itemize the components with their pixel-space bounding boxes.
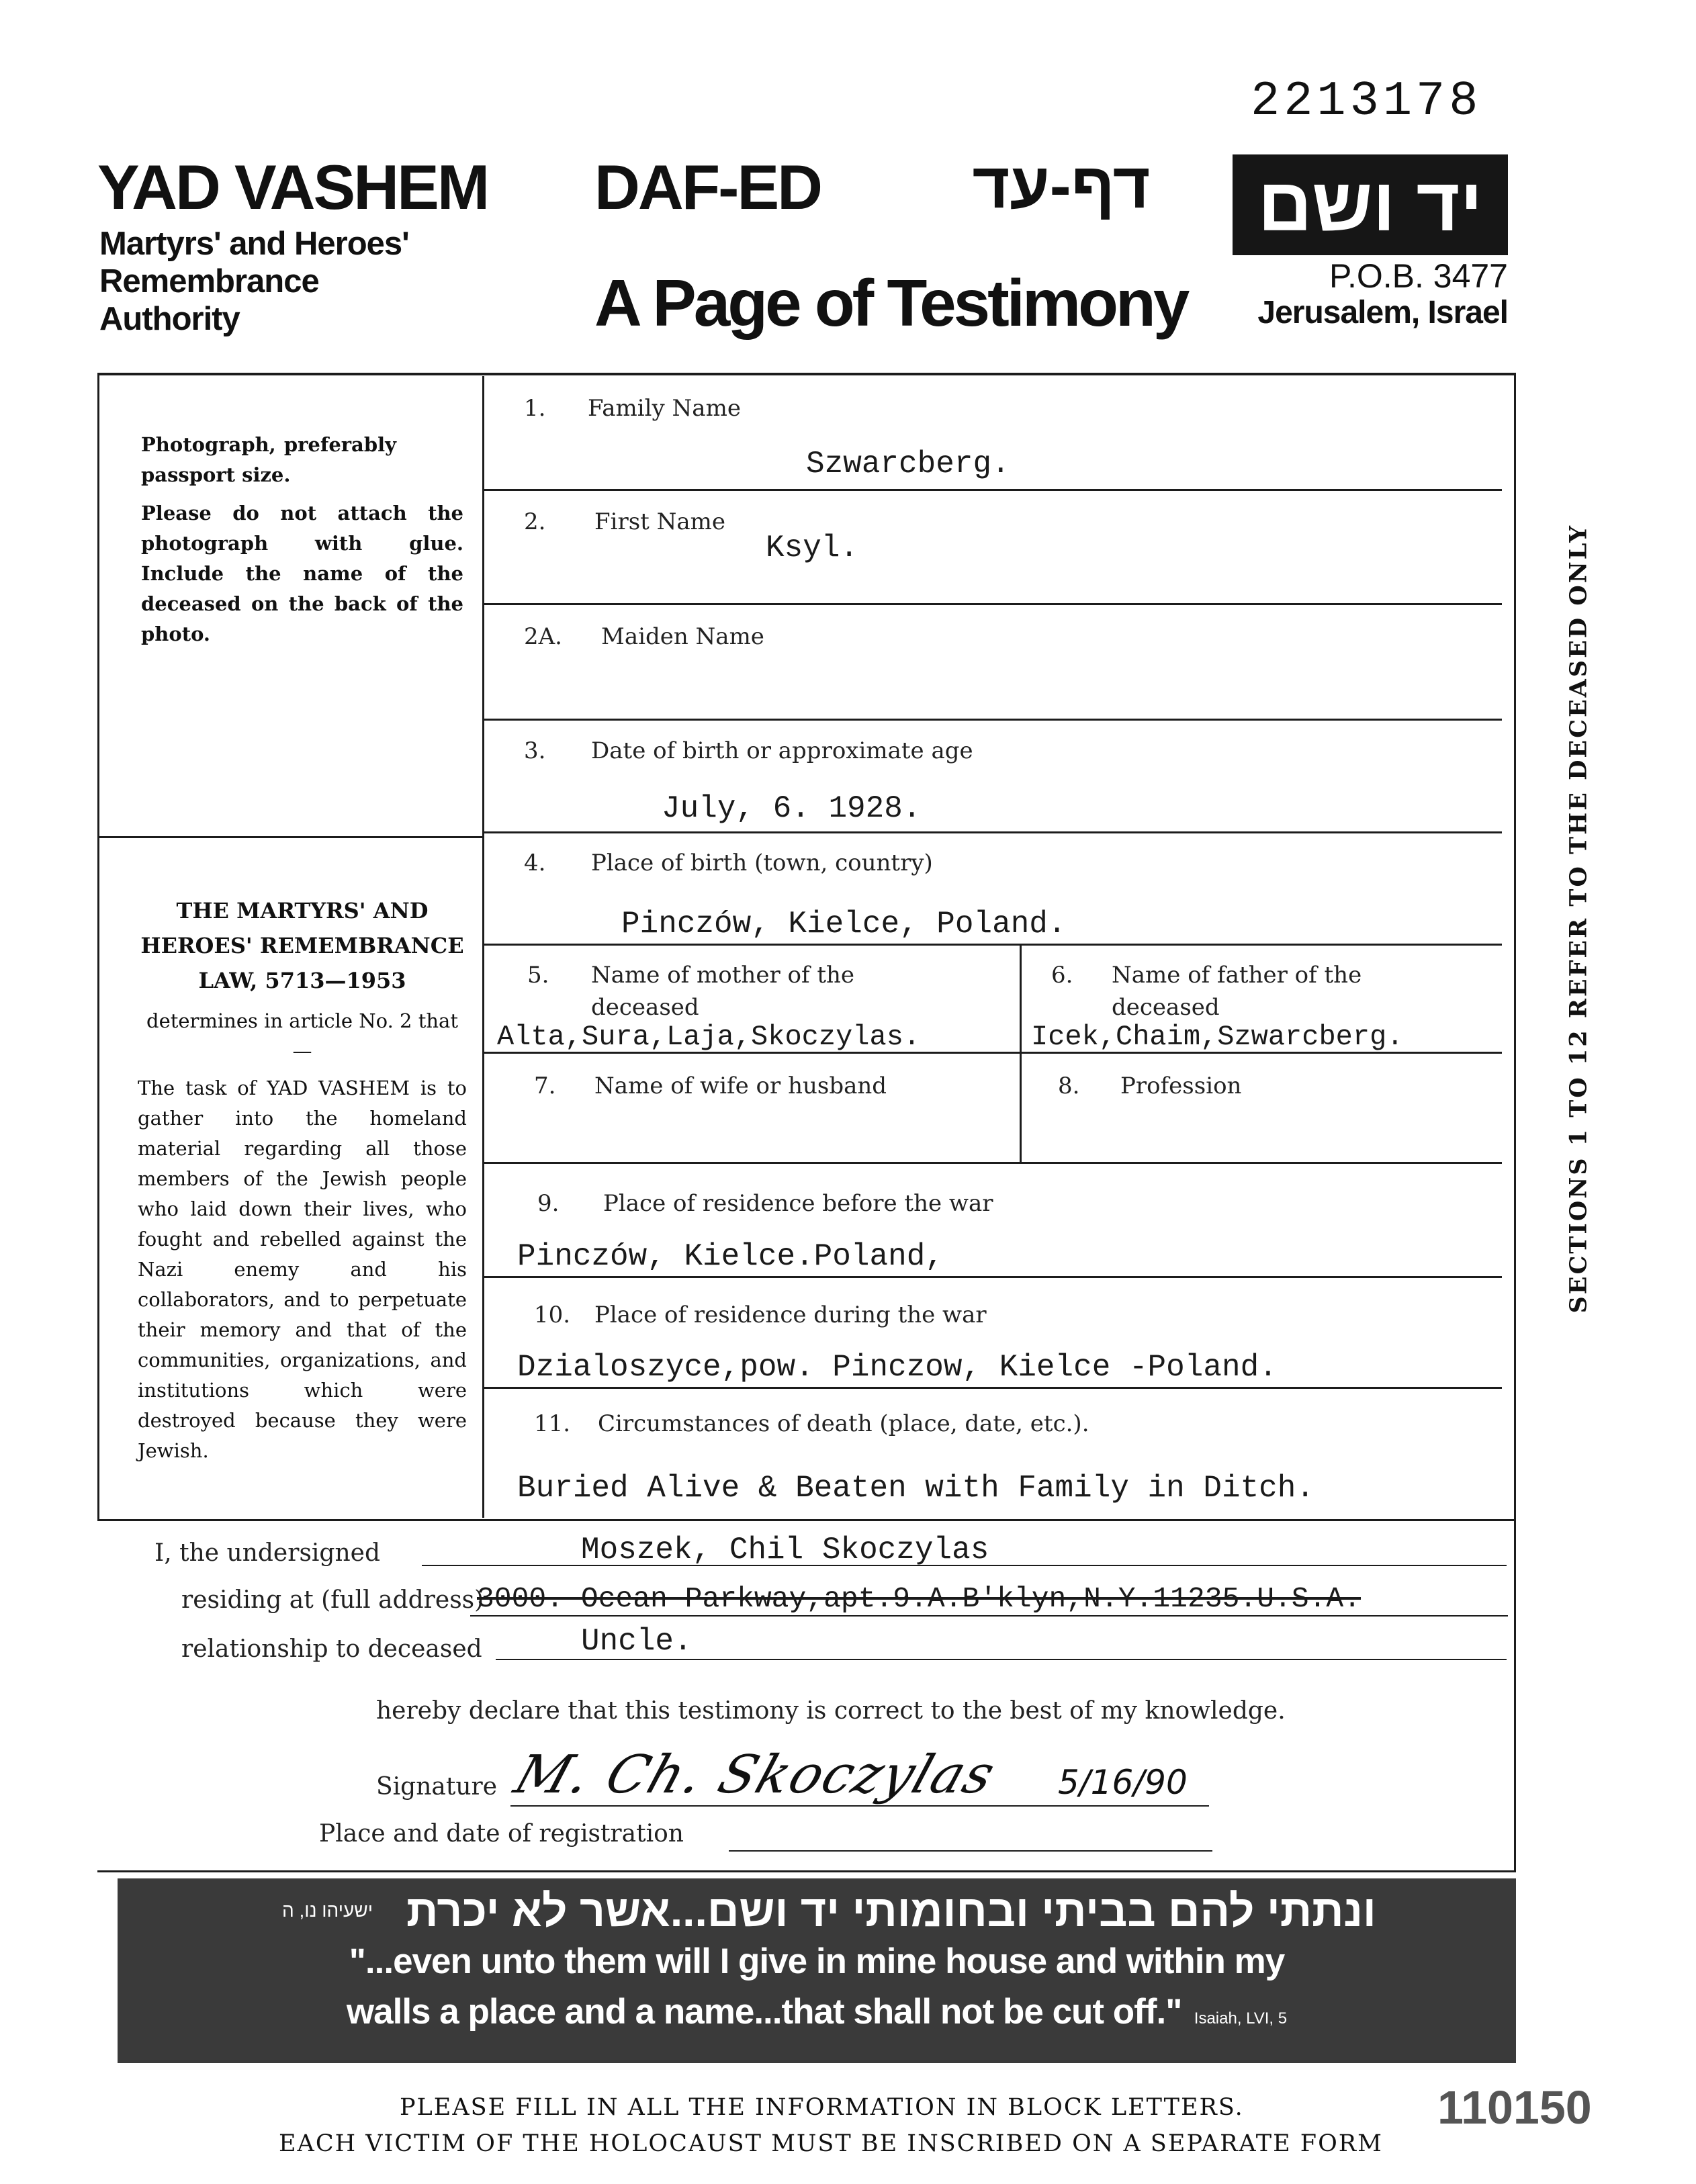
registration-label: Place and date of registration [319,1820,684,1848]
field-6-label-2: deceased [1112,994,1220,1021]
field-4-label: Place of birth (town, country) [591,850,933,876]
date-of-birth-value: July, 6. 1928. [662,791,922,826]
left-column-divider [97,836,484,838]
field-4-num: 4. [524,850,546,876]
photo-box-instructions: Please do not attach the photograph with glue. Include the name of the deceased on the back of the photo. [141,502,463,645]
residence-during-war-value: Dzialoszyce,pow. Pinczow, Kielce -Poland. [517,1350,1278,1385]
frame-top [97,373,1516,375]
field-11-num: 11. [534,1410,571,1437]
field-11-label: Circumstances of death (place, date, etc.). [598,1410,1089,1437]
sections-side-note-text: SECTIONS 1 TO 12 REFER TO THE DECEASED ONLY [1564,523,1593,1314]
org-subtitle-line-2: Remembrance [99,263,319,300]
field-8-label: Profession [1120,1073,1242,1099]
field-8-num: 8. [1058,1073,1080,1099]
rule-3 [482,831,1502,833]
rule-2 [482,603,1502,605]
footer-line-1: PLEASE FILL IN ALL THE INFORMATION IN BLOCK LETTERS. [400,2094,1244,2121]
signature-date: 5/16/90 [1058,1763,1188,1802]
stamp-number: 110150 [1437,2081,1592,2134]
rule-7-8 [482,1162,1502,1164]
rule-10 [482,1387,1502,1389]
rule-9 [482,1276,1502,1278]
photo-box [141,430,463,649]
circumstances-of-death-value: Buried Alive & Beaten with Family in Ditch. [517,1471,1314,1506]
field-5-label-1: Name of mother of the [591,962,855,989]
field-3-num: 3. [524,737,546,764]
relationship-label: relationship to deceased [181,1635,482,1663]
frame-bottom [97,1870,1516,1872]
field-7-label: Name of wife or husband [594,1073,887,1099]
family-name-value: Szwarcberg. [806,447,1010,482]
field-9-num: 9. [537,1190,560,1217]
rule-split [1020,944,1022,1162]
frame-section-divider [97,1519,1516,1521]
place-of-birth-value: Pinczów, Kielce, Poland. [621,907,1067,942]
banner-hebrew-row [118,1885,1516,1940]
mother-name-value: Alta,Sura,Laja,Skoczylas. [497,1021,921,1053]
banner-hebrew: ונתתי להם בביתי ובחומותי יד ושם...אשר לא יכרת [406,1886,1376,1936]
field-2a-num: 2A. [524,623,562,650]
hebrew-logo: יד ושם [1257,163,1483,246]
frame-middle [482,376,484,1518]
law-box [138,893,467,1466]
law-body: The task of YAD VASHEM is to gather into the homeland material regarding all those members of the Jewish people who laid down their lives, who fought and rebelled against the Nazi enemy and his collaborators, and to perpetuate their memory and that of the communities, organizations, and institutions which were destroyed because they were Jewish. [138,1077,467,1462]
org-name: YAD VASHEM [97,152,488,222]
law-heading: THE MARTYRS' AND HEROES' REMEMBRANCE LAW, 5713—1953 [140,898,464,993]
record-number: 2213178 [1251,74,1482,129]
daf-ed-title: DAF-ED [594,152,821,222]
pob: P.O.B. 3477 [1329,257,1508,295]
residing-line [470,1615,1508,1617]
field-9-label: Place of residence before the war [603,1190,993,1217]
rule-1 [482,489,1502,491]
relationship-line [496,1659,1507,1660]
rule-2a [482,719,1502,721]
banner-line-2: walls a place and a name...that shall not be cut off." [346,1992,1182,2032]
frame-left [97,373,99,1520]
relationship-value: Uncle. [581,1624,693,1659]
field-7-num: 7. [534,1073,556,1099]
field-3-label: Date of birth or approximate age [591,737,973,764]
field-10-num: 10. [534,1302,571,1328]
registration-line [729,1850,1212,1852]
page-title: A Page of Testimony [594,266,1188,340]
declaration: hereby declare that this testimony is correct to the best of my knowledge. [376,1697,1286,1725]
frame-right [1514,373,1516,1870]
undersigned-label: I, the undersigned [154,1539,381,1567]
field-2-num: 2. [524,508,546,535]
banner-ref: Isaiah, LVI, 5 [1194,2009,1288,2028]
field-1-label: Family Name [588,395,741,422]
field-5-label-2: deceased [591,994,699,1021]
signature-label: Signature [376,1773,498,1801]
field-6-label-1: Name of father of the [1112,962,1362,989]
banner-line-2-row [118,1991,1516,2032]
signature-line [510,1805,1209,1807]
footer-line-2: EACH VICTIM OF THE HOLOCAUST MUST BE INSCRIBED ON A SEPARATE FORM [279,2130,1383,2157]
rule-4 [482,944,1502,946]
first-name-value: Ksyl. [766,531,859,565]
banner-hebrew-ref: ישעיהו נו, ה [282,1900,373,1921]
law-determines: determines in article No. 2 that — [146,1009,458,1062]
org-subtitle-line-1: Martyrs' and Heroes' [99,226,409,262]
org-subtitle-line-3: Authority [99,301,240,337]
hebrew-logo-box [1233,154,1508,255]
field-1-num: 1. [524,395,546,422]
quote-banner [118,1878,1516,2063]
signature: M. Ch. Skoczylas [507,1745,1003,1805]
field-2a-label: Maiden Name [601,623,764,650]
banner-line-1: "...even unto them will I give in mine house and within my [349,1942,1285,1981]
city: Jerusalem, Israel [1257,295,1508,330]
photo-box-title: Photograph, preferably passport size. [141,433,396,486]
field-10-label: Place of residence during the war [594,1302,987,1328]
residing-label: residing at (full address) [181,1586,484,1614]
residence-before-war-value: Pinczów, Kielce.Poland, [517,1239,944,1274]
field-2-label: First Name [594,508,726,535]
residing-value: 3000. Ocean Parkway,apt.9.A.B'klyn,N.Y.11235.U.S.A. [477,1582,1362,1615]
hebrew-daf-ed-title: דף-עד [972,150,1151,222]
undersigned-value: Moszek, Chil Skoczylas [581,1533,989,1567]
field-6-num: 6. [1051,962,1073,989]
org-subtitle [99,225,409,338]
father-name-value: Icek,Chaim,Szwarcberg. [1031,1021,1404,1053]
field-5-num: 5. [527,962,549,989]
